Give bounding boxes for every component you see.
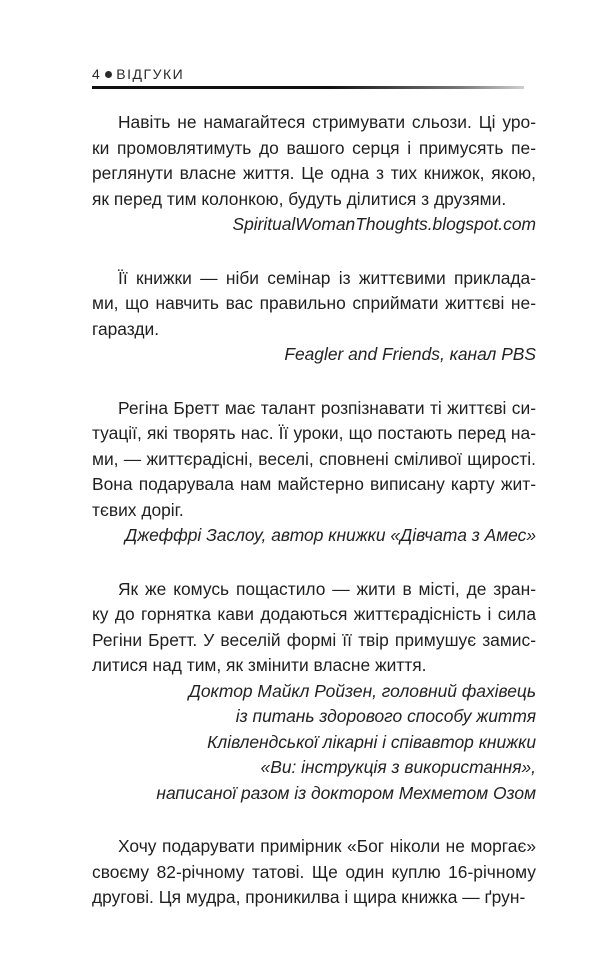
attribution-line: Клівлендської лікарні і співавтор книжки [207,731,536,752]
attribution-line: Джеффрі Заслоу, автор книжки «Дівчата з Амес» [124,525,536,545]
review-attribution [92,212,536,238]
quote-line: другові. Ця мудра, проникилва і щира книжка — ґрун- [92,887,526,907]
quote-line: гаразди. [92,318,160,339]
bullet-icon [105,71,112,78]
section-title: ВІДГУКИ [116,66,185,82]
review-quote [92,396,536,524]
attribution-line: «Ви: інструкція з використання», [260,757,536,777]
review-attribution [92,679,536,807]
review-quote [92,110,536,212]
quote-line: ку до горнятка кави додаються життєрадісність і сила [92,604,536,624]
quote-line: своєму 82-річному татові. Ще один куплю 16-річному [92,861,536,882]
quote-line: Навіть не намагайтеся стримувати сльози. Ці уро- [118,112,536,132]
review-attribution [92,523,536,549]
attribution-line: написаної разом із доктором Мехметом Озом [156,782,536,803]
attribution-line: Доктор Майкл Ройзен, головний фахівець [188,680,536,701]
attribution-line: SpiritualWomanThoughts.blogspot.com [232,214,536,234]
quote-line: реглянути власне життя. Це одна з тих книжок, якою, [92,163,536,183]
quote-line: Регіна Бретт має талант розпізнавати ті життєві си- [118,397,536,418]
review-block [92,110,536,238]
review-block [92,834,536,911]
quote-line: Її книжки — ніби семінар із життєвими приклада- [118,267,536,288]
attribution-line: Feagler and Friends, канал PBS [284,344,536,364]
review-block [92,577,536,807]
quote-line: ми, — життєрадісні, веселі, сповнені сміливої щирості. [92,448,536,469]
quote-line: як перед тим колонкою, будуть ділитися з друзями. [92,188,507,209]
attribution-line: із питань здорового способу життя [235,706,536,726]
quote-line: Регіни Бретт. У веселій формі її твір примушує замис- [92,629,536,650]
quote-line: литися над тим, як змінити власне життя. [92,655,427,675]
quote-line: туації, які творять нас. Її уроки, що постають перед на- [92,423,536,443]
quote-line: Вона подарувала нам майстерно виписану карту жит- [92,474,536,494]
header-text [92,66,184,82]
review-block [92,266,536,368]
quote-line: Хочу подарувати примірник «Бог ніколи не моргає» [118,836,536,856]
review-block [92,396,536,549]
header-rule [92,86,524,89]
page-number: 4 [92,66,102,82]
review-quote [92,577,536,679]
reviews-body [92,110,536,939]
review-attribution [92,342,536,368]
quote-line: Як же комусь пощастило — жити в місті, де зран- [118,578,536,599]
review-quote [92,834,536,911]
quote-line: тєвих доріг. [92,499,184,520]
quote-line: ки промовлятимуть до вашого серця і примусять пе- [92,137,536,158]
running-header [92,62,524,90]
quote-line: ми, що навчить вас правильно сприймати життєві не- [92,293,536,313]
review-quote [92,266,536,343]
